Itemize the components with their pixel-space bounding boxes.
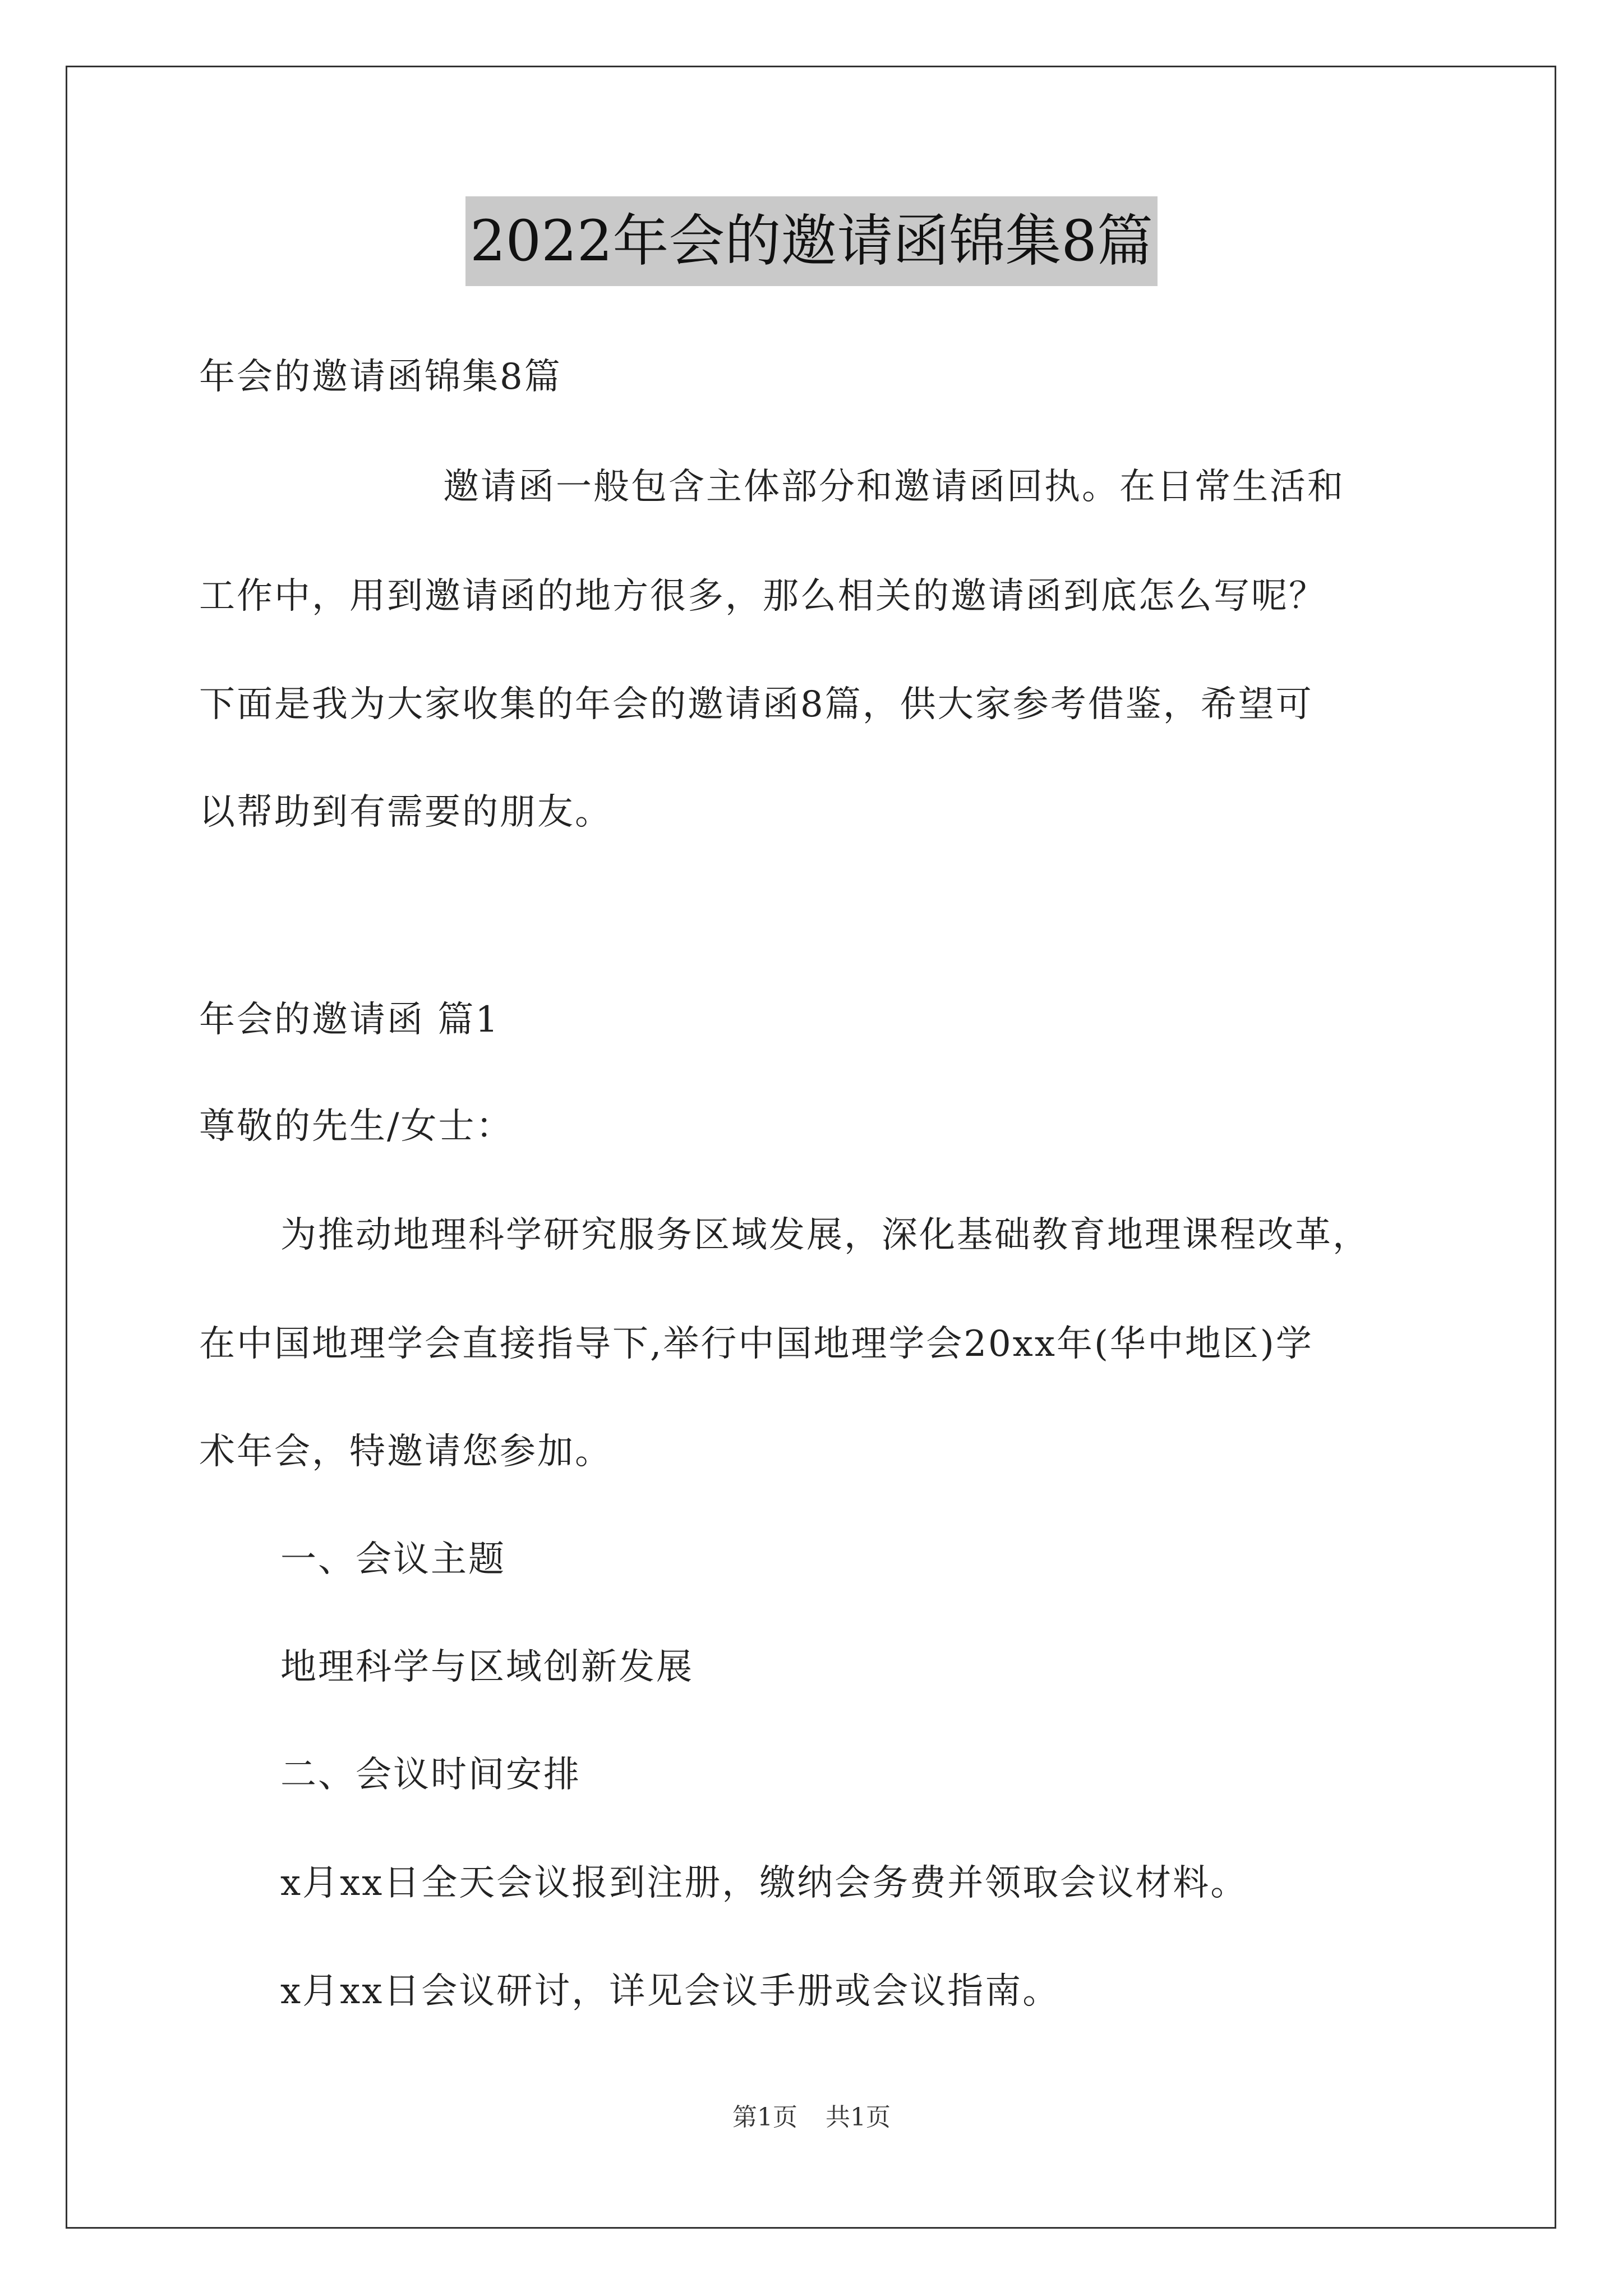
item-text-1: 地理科学与区域创新发展	[280, 1646, 694, 1688]
item-heading-1: 一、会议主题	[280, 1539, 506, 1580]
section-heading-1: 年会的邀请函 篇1	[199, 999, 500, 1041]
intro-line-1: 邀请函一般包含主体部分和邀请函回执。在日常生活和	[443, 466, 1345, 508]
page-number-total: 共1页	[826, 2103, 891, 2132]
item-heading-2: 二、会议时间安排	[280, 1754, 581, 1796]
page-footer	[0, 2101, 1623, 2134]
subtitle-line: 年会的邀请函锦集8篇	[199, 356, 562, 398]
intro-line-3: 下面是我为大家收集的年会的邀请函8篇，供大家参考借鉴，希望可	[199, 684, 1313, 725]
salutation: 尊敬的先生/女士：	[199, 1106, 514, 1147]
body-line-1: 为推动地理科学研究服务区域发展，深化基础教育地理课程改革，	[280, 1214, 1370, 1256]
intro-line-2: 工作中，用到邀请函的地方很多，那么相关的邀请函到底怎么写呢？	[199, 576, 1326, 617]
document-title: 2022年会的邀请函锦集8篇	[465, 196, 1158, 286]
intro-line-4: 以帮助到有需要的朋友。	[199, 792, 612, 833]
item-text-2b: x月xx日会议研讨，详见会议手册或会议指南。	[280, 1971, 1061, 2012]
body-line-2: 在中国地理学会直接指导下,举行中国地理学会20xx年(华中地区)学	[199, 1323, 1313, 1365]
page-number-current: 第1页	[732, 2103, 797, 2132]
title-container	[0, 196, 1623, 286]
item-text-2a: x月xx日全天会议报到注册，缴纳会务费并领取会议材料。	[280, 1862, 1248, 1904]
body-line-3: 术年会，特邀请您参加。	[199, 1431, 612, 1473]
